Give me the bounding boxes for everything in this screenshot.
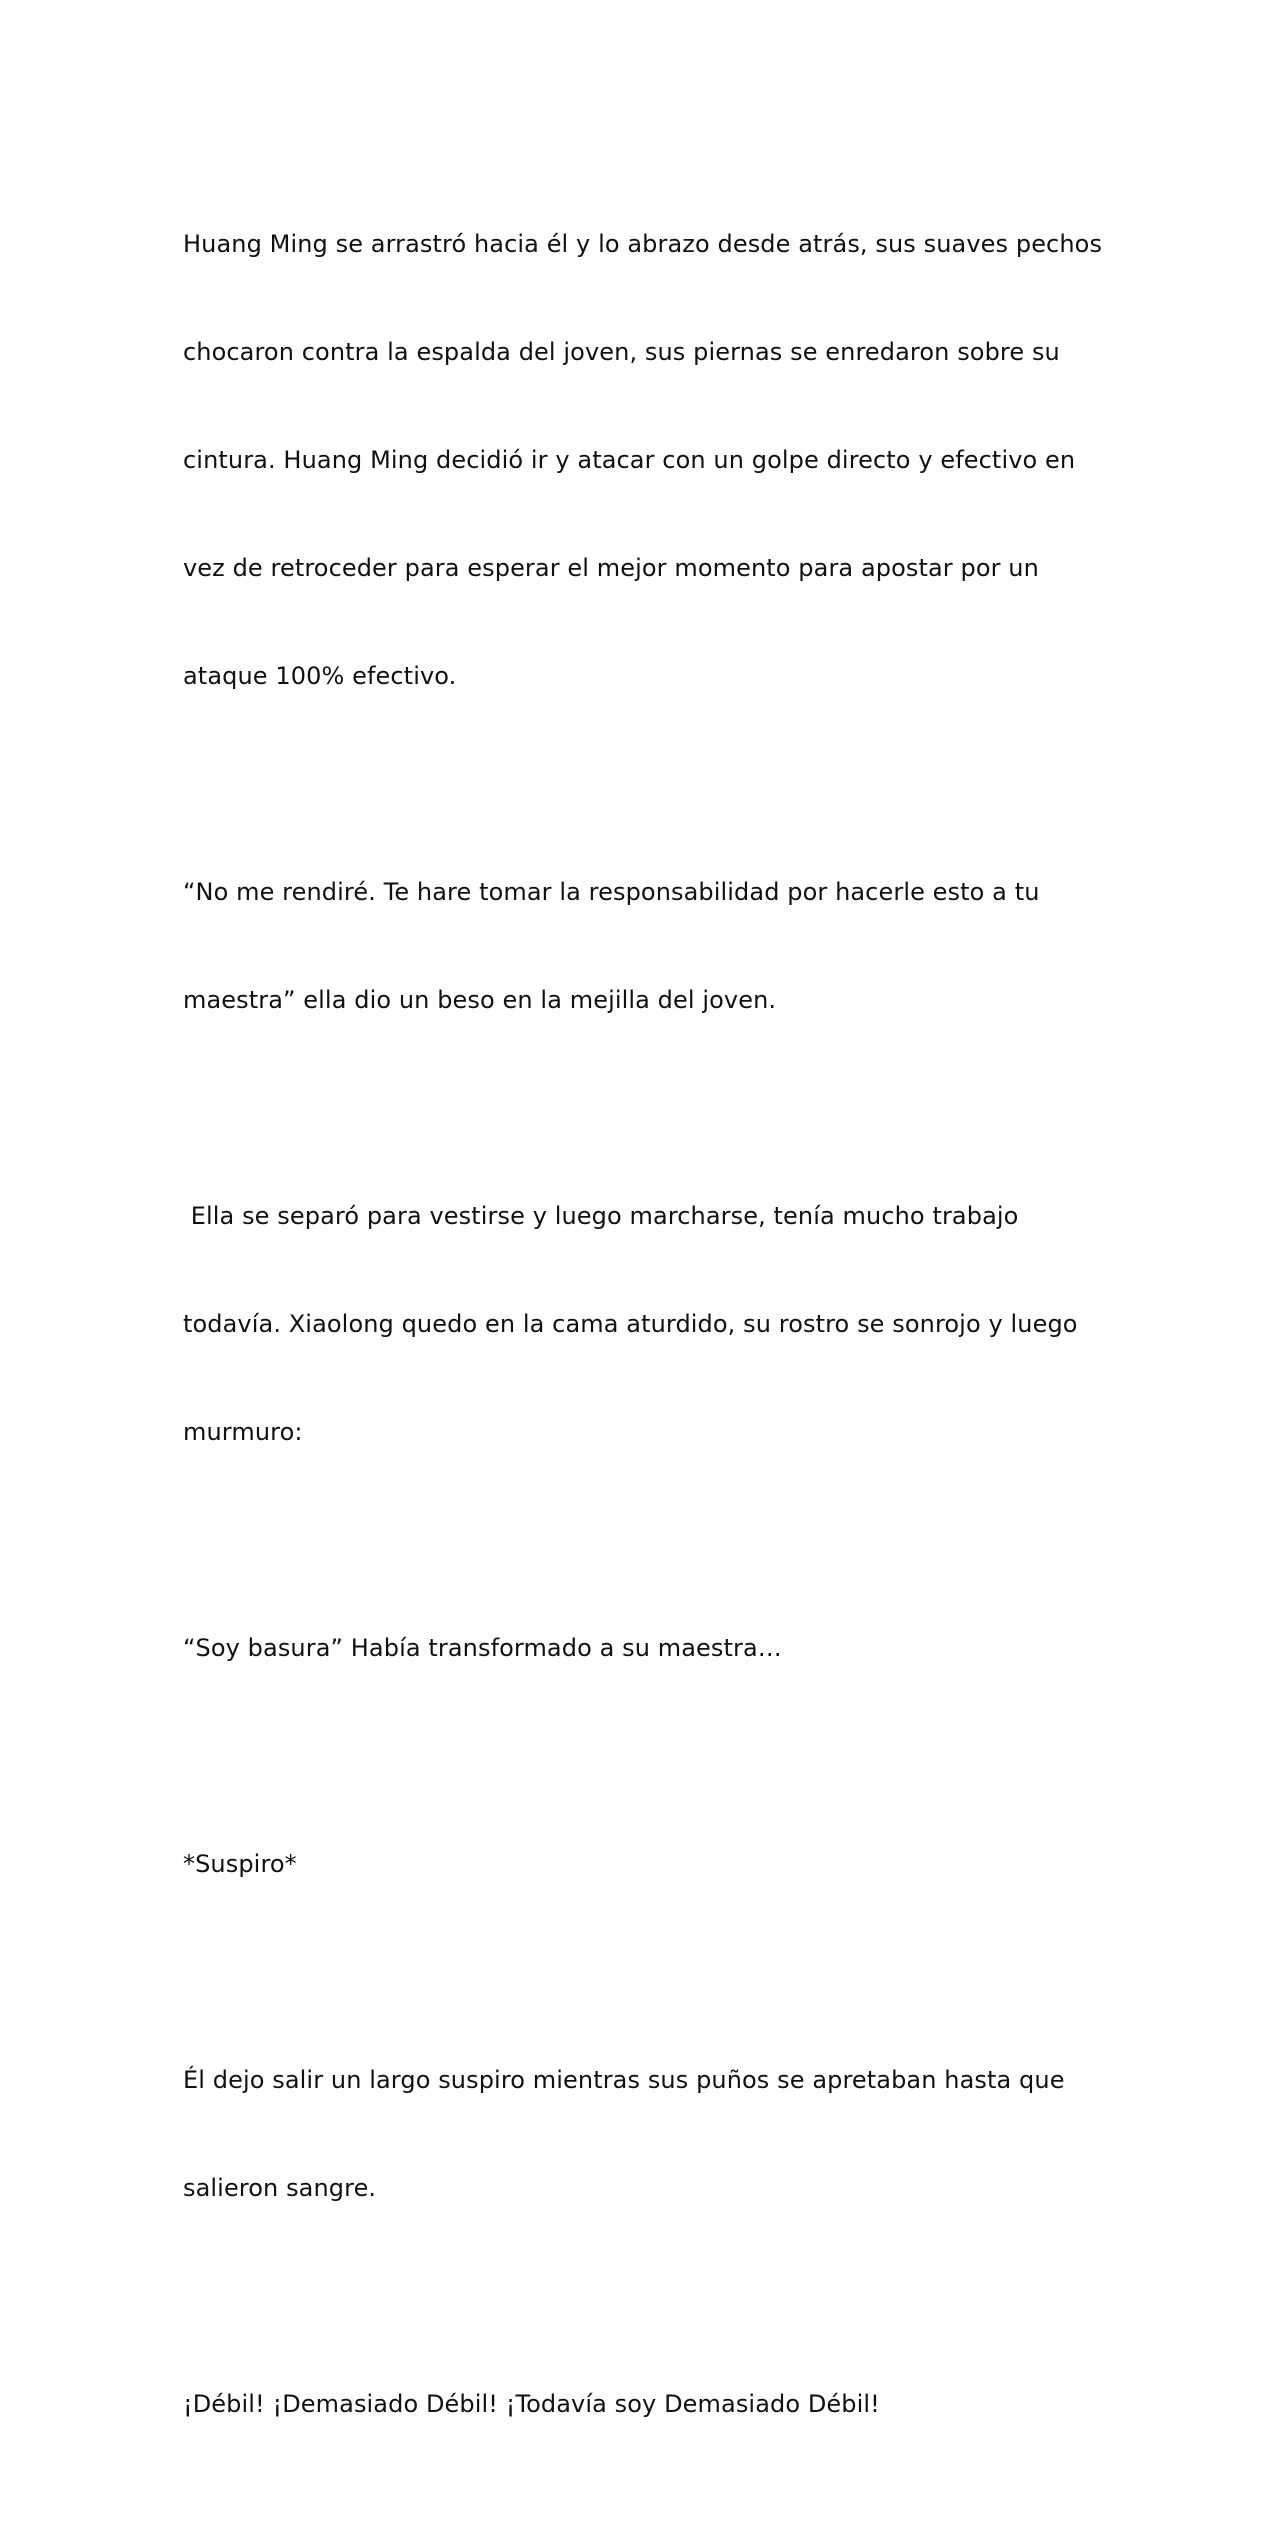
- paragraph-3: [183, 1126, 1103, 1522]
- paragraph-line: ¡Débil! ¡Demasiado Débil! ¡Todavía soy Demasiado Débil!: [183, 2390, 880, 2418]
- paragraph-line: murmuro:: [183, 1418, 303, 1446]
- paragraph-line: salieron sangre.: [183, 2174, 377, 2202]
- paragraph-4: [183, 1558, 1103, 1738]
- paragraph-line: Él dejo salir un largo suspiro mientras sus puños se apretaban hasta que: [183, 2066, 1065, 2094]
- paragraph-line: vez de retroceder para esperar el mejor momento para apostar por un: [183, 554, 1039, 582]
- paragraph-line: ataque 100% efectivo.: [183, 662, 457, 690]
- paragraph-line: todavía. Xiaolong quedo en la cama aturdido, su rostro se sonrojo y luego: [183, 1310, 1078, 1338]
- paragraph-5: [183, 1774, 1103, 1954]
- paragraph-line: cintura. Huang Ming decidió ir y atacar con un golpe directo y efectivo en: [183, 446, 1076, 474]
- paragraph-7: [183, 2314, 1103, 2494]
- paragraph-6: [183, 1990, 1103, 2278]
- paragraph-line: “Soy basura” Había transformado a su maestra…: [183, 1634, 782, 1662]
- document-body: [183, 154, 1103, 2530]
- paragraph-1: [183, 154, 1103, 766]
- paragraph-line: “No me rendiré. Te hare tomar la responsabilidad por hacerle esto a tu: [183, 878, 1040, 906]
- paragraph-line: *Suspiro*: [183, 1850, 297, 1878]
- paragraph-line: Huang Ming se arrastró hacia él y lo abrazo desde atrás, sus suaves pechos: [183, 230, 1103, 258]
- paragraph-line: maestra” ella dio un beso en la mejilla del joven.: [183, 986, 777, 1014]
- paragraph-line: chocaron contra la espalda del joven, sus piernas se enredaron sobre su: [183, 338, 1060, 366]
- paragraph-line: Ella se separó para vestirse y luego marcharse, tenía mucho trabajo: [183, 1202, 1019, 1230]
- paragraph-2: [183, 802, 1103, 1090]
